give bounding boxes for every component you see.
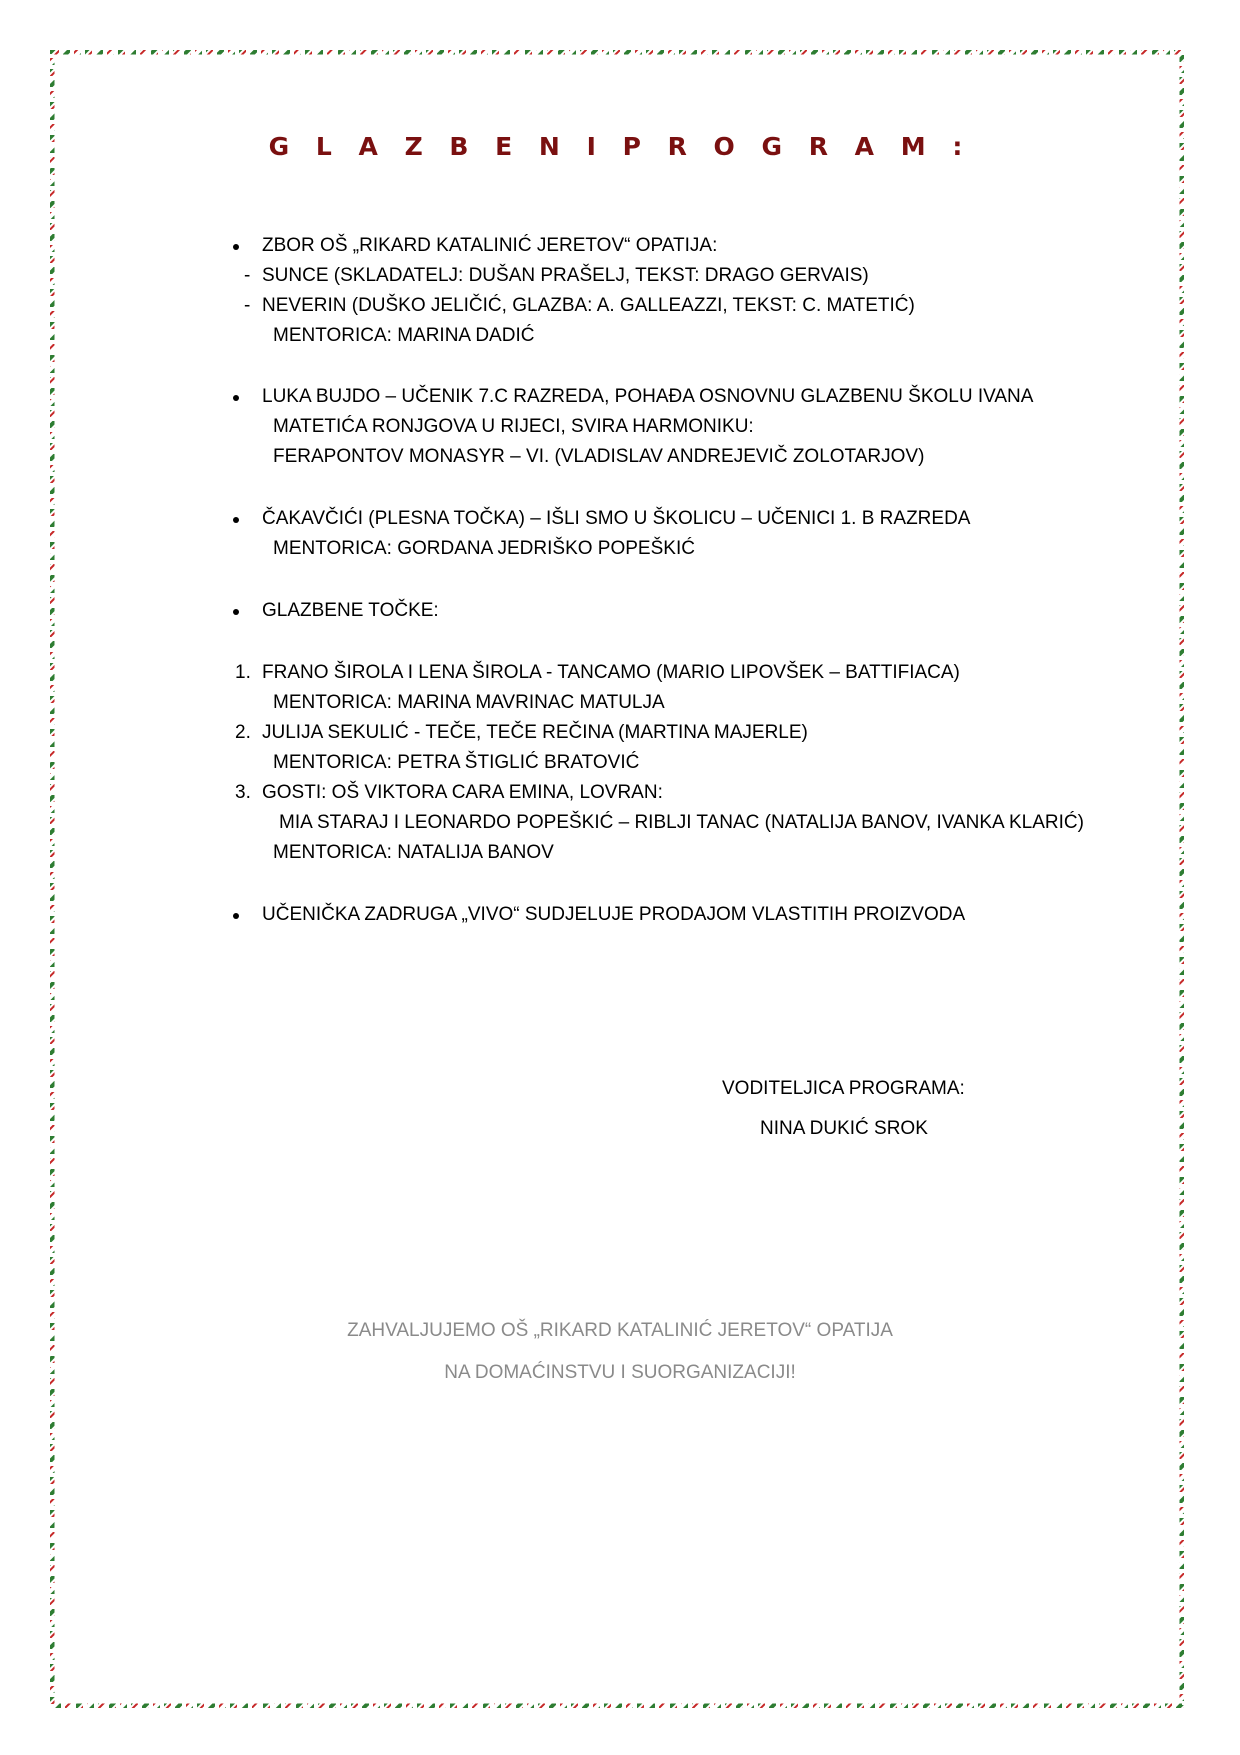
dash-icon: - bbox=[244, 265, 251, 286]
zbor-mentor: MENTORICA: MARINA DADIĆ bbox=[273, 325, 535, 346]
bullet-icon bbox=[233, 517, 239, 523]
thanks-line-1: ZAHVALJUJEMO OŠ „RIKARD KATALINIĆ JERETOV“ OPATIJA bbox=[347, 1320, 893, 1341]
bullet-icon bbox=[233, 609, 239, 615]
luka-line-2: MATETIĆA RONJGOVA U RIJECI, SVIRA HARMONIKU: bbox=[273, 416, 754, 437]
signature-name: NINA DUKIĆ SROK bbox=[760, 1118, 928, 1139]
numbered-item-2-line-1: JULIJA SEKULIĆ - TEČE, TEČE REČINA (MARTINA MAJERLE) bbox=[262, 722, 808, 743]
numbered-item-3-mentor: MENTORICA: NATALIJA BANOV bbox=[273, 842, 554, 863]
bullet-icon bbox=[233, 244, 239, 250]
luka-line-1: LUKA BUJDO – UČENIK 7.C RAZREDA, POHAĐA OSNOVNU GLAZBENU ŠKOLU IVANA bbox=[262, 386, 1034, 407]
glazbene-heading: GLAZBENE TOČKE: bbox=[262, 600, 439, 621]
numbered-item-1-line-1: FRANO ŠIROLA I LENA ŠIROLA - TANCAMO (MARIO LIPOVŠEK – BATTIFIACA) bbox=[262, 662, 960, 683]
numbered-item-2-mentor: MENTORICA: PETRA ŠTIGLIĆ BRATOVIĆ bbox=[273, 752, 640, 773]
zadruga-line-1: UČENIČKA ZADRUGA „VIVO“ SUDJELUJE PRODAJOM VLASTITIH PROIZVODA bbox=[262, 904, 966, 925]
page-title: G L A Z B E N I P R O G R A M : bbox=[268, 132, 972, 161]
luka-line-3: FERAPONTOV MONASYR – VI. (VLADISLAV ANDREJEVIČ ZOLOTARJOV) bbox=[273, 446, 925, 467]
zbor-song-sunce: SUNCE (SKLADATELJ: DUŠAN PRAŠELJ, TEKST: DRAGO GERVAIS) bbox=[262, 265, 869, 286]
list-number: 1. bbox=[235, 662, 251, 683]
dash-icon: - bbox=[244, 295, 251, 316]
signature-role: VODITELJICA PROGRAMA: bbox=[722, 1078, 965, 1099]
list-number: 2. bbox=[235, 722, 251, 743]
thanks-line-2: NA DOMAĆINSTVU I SUORGANIZACIJI! bbox=[444, 1362, 796, 1383]
numbered-item-1-mentor: MENTORICA: MARINA MAVRINAC MATULJA bbox=[273, 692, 665, 713]
numbered-item-3-line-1: GOSTI: OŠ VIKTORA CARA EMINA, LOVRAN: bbox=[262, 782, 663, 803]
zbor-song-neverin: NEVERIN (DUŠKO JELIČIĆ, GLAZBA: A. GALLEAZZI, TEKST: C. MATETIĆ) bbox=[262, 295, 915, 316]
cakavcici-line-1: ČAKAVČIĆI (PLESNA TOČKA) – IŠLI SMO U ŠKOLICU – UČENICI 1. B RAZREDA bbox=[262, 508, 971, 529]
bullet-icon bbox=[233, 913, 239, 919]
cakavcici-mentor: MENTORICA: GORDANA JEDRIŠKO POPEŠKIĆ bbox=[273, 538, 695, 559]
numbered-item-3-line-2: MIA STARAJ I LEONARDO POPEŠKIĆ – RIBLJI TANAC (NATALIJA BANOV, IVANKA KLARIĆ) bbox=[279, 812, 1084, 833]
zbor-heading: ZBOR OŠ „RIKARD KATALINIĆ JERETOV“ OPATIJA: bbox=[262, 235, 718, 256]
list-number: 3. bbox=[235, 782, 251, 803]
bullet-icon bbox=[233, 395, 239, 401]
